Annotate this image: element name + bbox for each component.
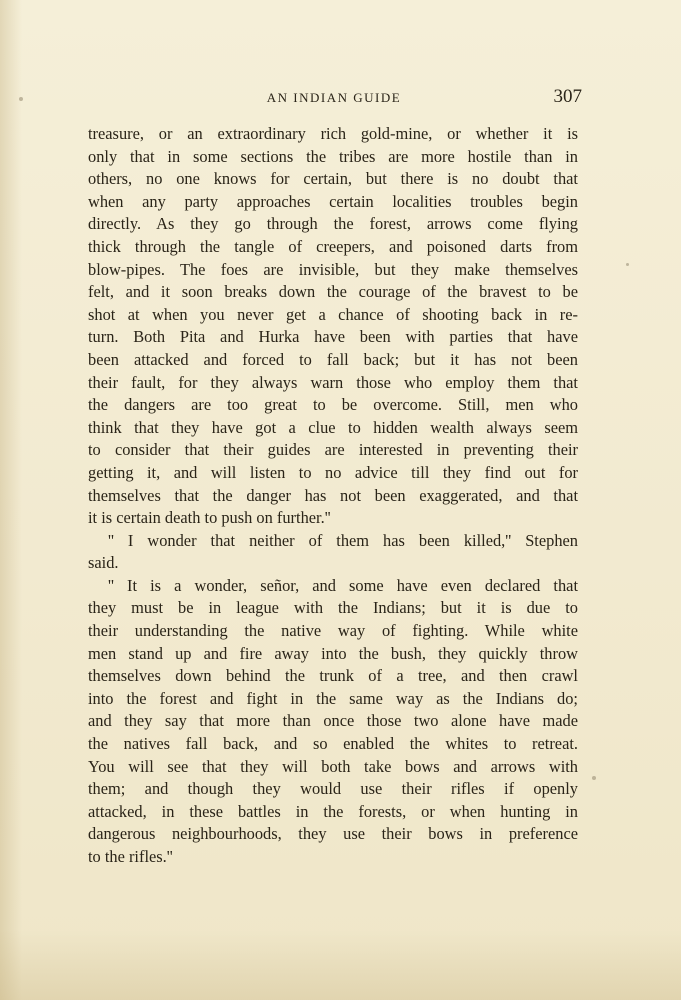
text-line: thick through the tangle of creepers, and poisoned darts from — [88, 236, 578, 256]
text-line: they must be in league with the Indians; but it is due to — [88, 598, 578, 618]
text-line: the dangers are too great to be overcome. Still, men who — [88, 395, 578, 415]
text-line: attacked, in these battles in the forests, or when hunting in — [88, 801, 578, 821]
text-line: treasure, or an extraordinary rich gold-mine, or whether it is — [88, 124, 578, 143]
text-line: getting it, and will listen to no advice till they find out for — [88, 462, 578, 482]
text-line: directly. As they go through the forest, arrows come flying — [88, 214, 578, 234]
text-line: it is certain death to push on further.'' — [88, 508, 331, 528]
paragraph — [88, 123, 578, 530]
paragraph — [88, 575, 578, 869]
page-header — [86, 88, 582, 112]
text-line: been attacked and forced to fall back; but it has not been — [88, 349, 578, 369]
text-line: the natives fall back, and so enabled the whites to retreat. — [88, 734, 578, 754]
text-line: blow-pipes. The foes are invisible, but they make themselves — [88, 259, 578, 279]
paragraph — [88, 530, 578, 575]
text-line: them; and though they would use their rifles if openly — [88, 779, 578, 799]
text-line: dangerous neighbourhoods, they use their bows in preference — [88, 824, 578, 844]
text-line: turn. Both Pita and Hurka have been with parties that have — [88, 327, 578, 347]
text-line: when any party approaches certain localities troubles begin — [88, 191, 578, 211]
text-line: You will see that they will both take bows and arrows with — [88, 756, 578, 776]
page-bottom-shadow — [0, 930, 681, 1000]
text-line: their fault, for they always warn those who employ them that — [88, 372, 578, 392]
text-line: into the forest and fight in the same way as the Indians do; — [88, 688, 578, 708]
running-head: AN INDIAN GUIDE — [266, 90, 402, 105]
text-line: felt, and it soon breaks down the courage of the bravest to be — [88, 282, 578, 302]
text-line: and they say that more than once those two alone have made — [88, 711, 578, 731]
page-number: 307 — [553, 86, 582, 107]
text-line: shot at when you never get a chance of shooting back in re- — [88, 304, 578, 324]
text-line: themselves down behind the trunk of a tree, and then crawl — [88, 666, 578, 686]
page-edge-shadow — [0, 0, 22, 1000]
text-line: to the rifles.'' — [88, 847, 173, 866]
body-text — [88, 123, 578, 869]
text-line: themselves that the danger has not been exaggerated, and that — [88, 485, 578, 505]
text-line: men stand up and fire away into the bush, they quickly throw — [88, 643, 578, 663]
text-line: others, no one knows for certain, but there is no doubt that — [88, 169, 578, 189]
text-line: said. — [88, 553, 119, 573]
text-line: think that they have got a clue to hidden wealth always seem — [88, 417, 578, 437]
paper-speck — [19, 97, 23, 101]
text-line: '' It is a wonder, señor, and some have even declared that — [108, 575, 578, 595]
text-line: to consider that their guides are interested in preventing their — [88, 440, 578, 460]
text-line: only that in some sections the tribes are more hostile than in — [88, 146, 578, 166]
paper-speck — [626, 263, 629, 266]
text-line: '' I wonder that neither of them has been killed,'' Stephen — [108, 530, 578, 550]
text-line: their understanding the native way of fighting. While white — [88, 621, 578, 641]
paper-speck — [592, 776, 596, 780]
